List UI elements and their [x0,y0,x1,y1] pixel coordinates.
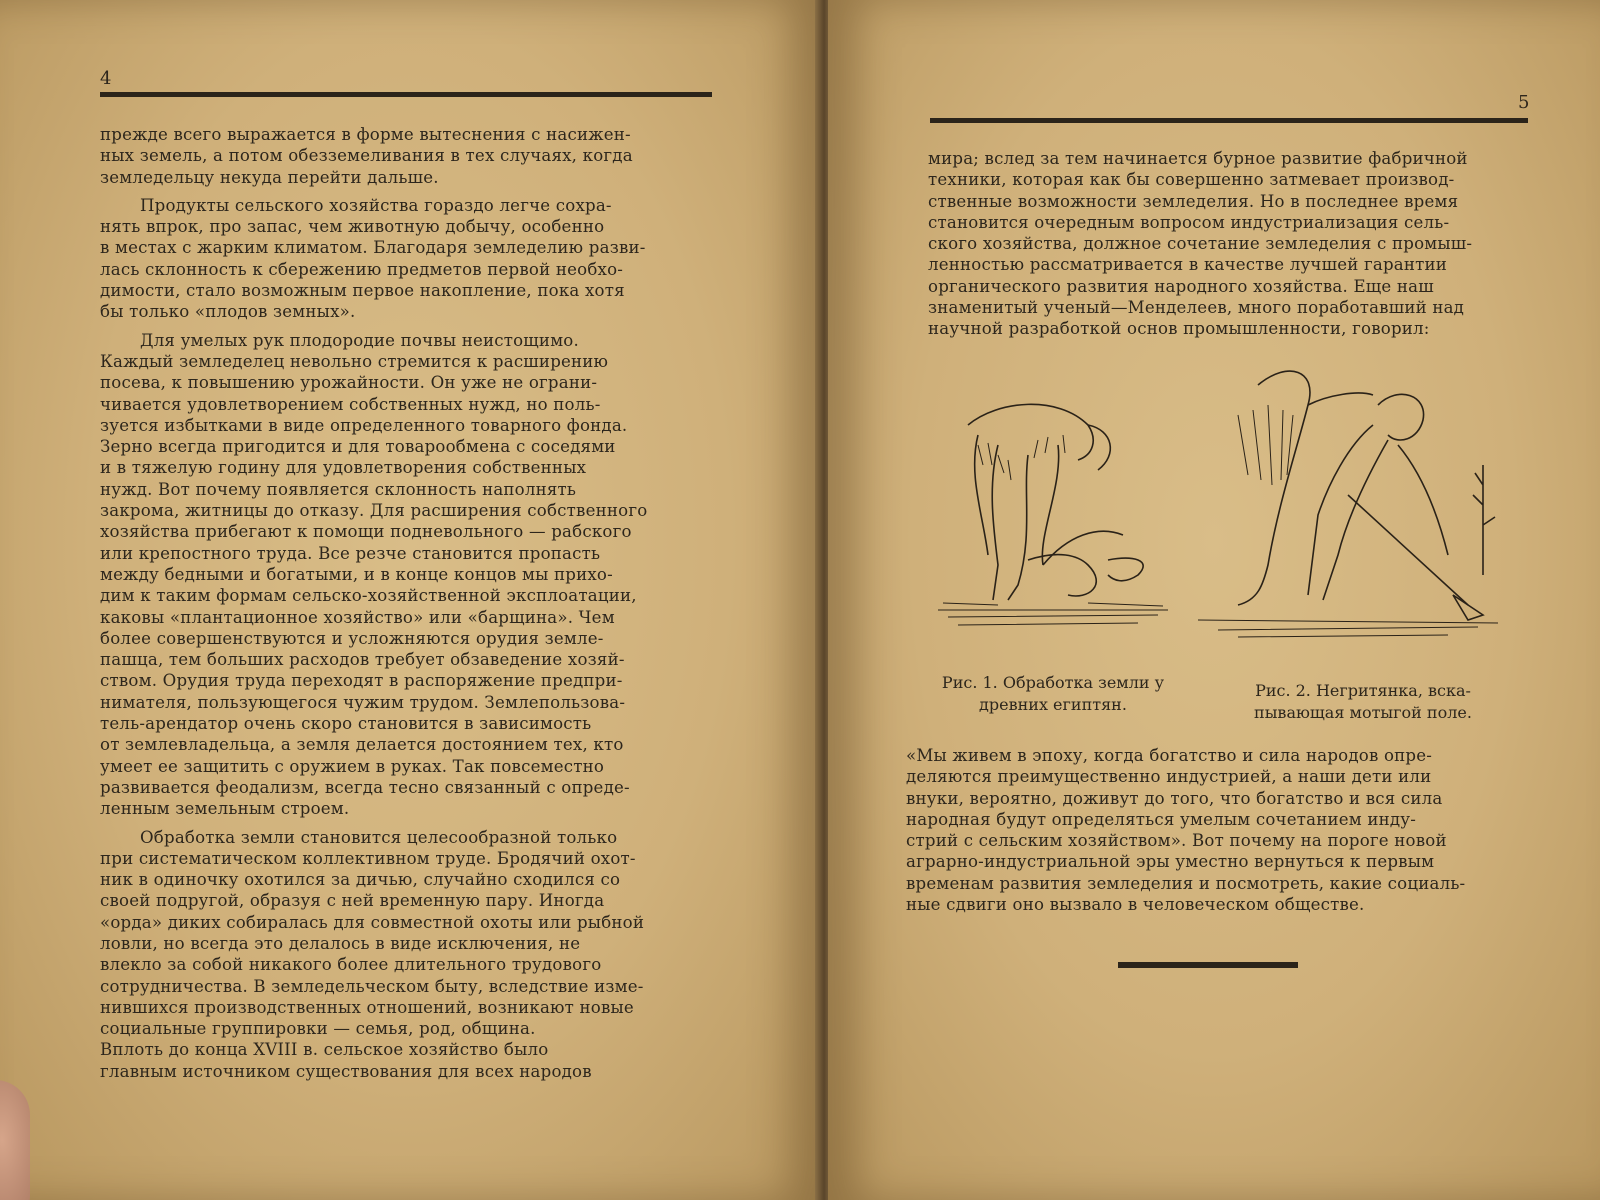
text-line: временам развития земледелия и посмотреть, какие социаль- [906,873,1466,893]
text-line: сотрудничества. В земледельческом быту, вследствие изме- [100,976,644,996]
text-line: в местах с жарким климатом. Благодаря земледелию разви- [100,238,646,258]
text-line: каковы «плантационное хозяйство» или «барщина». Чем [100,607,615,627]
text-line: ством. Орудия труда переходят в распоряжение предпри- [100,671,623,691]
text-line: влекло за собой никакого более длительного трудового [100,955,602,975]
text-line: Для умелых рук плодородие почвы неистощимо. [140,330,579,350]
text-line: Каждый земледелец невольно стремится к расширению [100,351,609,371]
text-line: или крепостного труда. Все резче становится пропасть [100,543,601,563]
text-line: между бедными и богатыми, и в конце концов мы прихо- [100,564,613,584]
text-line: умеет ее защитить с оружием в руках. Так повсеместно [100,756,605,776]
text-line: бы только «плодов земных». [100,302,356,322]
text-line: органического развития народного хозяйства. Еще наш [928,276,1434,296]
text-line: Зерно всегда пригодится и для товарообмена с соседями [100,437,616,457]
left-text-column [100,124,712,1082]
text-line: аграрно-индустриальной эры уместно вернуться к первым [906,852,1435,872]
text-line: «Мы живем в эпоху, когда богатство и сила народов опре- [906,746,1433,765]
figure-1-caption: Рис. 1. Обработка земли у древних египтян. [941,673,1165,714]
text-line: ленностью рассматривается в качестве лучшей гарантии [928,255,1448,275]
right-page [828,0,1600,1200]
text-line: ственные возможности земледелия. Но в последнее время [928,191,1459,211]
text-line: знаменитый ученый—Менделеев, много поработавший над [928,298,1465,318]
text-line: димости, стало возможным первое накопление, пока хотя [100,281,625,301]
text-line: внуки, вероятно, доживут до того, что богатство и вся сила [906,788,1443,808]
text-line: от землевладельца, а земля делается достоянием тех, кто [100,735,624,755]
text-line: закрома, житницы до отказу. Для расширения собственного [100,501,648,521]
figure-2-caption: Рис. 2. Негритянка, вска- пывающая мотыгой поле. [1254,681,1472,722]
text-line: нять впрок, про запас, чем животную добычу, особенно [100,217,605,237]
text-line: земледельцу некуда перейти дальше. [100,167,439,187]
text-line: прежде всего выражается в форме вытеснения с насижен- [100,125,631,144]
page-number-left: 4 [100,68,112,89]
text-line: деляются преимущественно индустрией, а наши дети или [906,767,1432,787]
text-line: своей подругой, образуя с ней временную пару. Иногда [100,891,605,911]
text-line: научной разработкой основ промышленности, говорил: [928,319,1430,339]
text-line: при систематическом коллективном труде. Бродячий охот- [100,848,636,868]
text-line: чивается удовлетворением собственных нужд, но поль- [100,394,601,414]
text-line: нившихся производственных отношений, возникают новые [100,997,634,1017]
page-number-right: 5 [1518,92,1530,113]
text-line: пашца, тем больших расходов требует обзаведение хозяй- [100,650,625,670]
text-line: нимателя, пользующегося чужим трудом. Землепользова- [100,692,626,712]
thumb [0,1080,30,1200]
illustration-woman-hoeing [1198,365,1498,645]
text-line: нужд. Вот почему появляется склонность наполнять [100,479,577,499]
text-line: более совершенствуются и усложняются орудия земле- [100,628,604,648]
text-line: народная будут определяться умелым сочетанием инду- [906,809,1417,829]
right-top-text [928,148,1528,340]
text-line: главным источником существования для всех народов [100,1061,592,1081]
text-line: ского хозяйства, должное сочетание земледелия с промыш- [928,234,1473,254]
text-line: Вплоть до конца XVIII в. сельское хозяйство было [100,1040,549,1060]
text-line: посева, к повышению урожайности. Он уже не ограни- [100,373,598,393]
text-line: ник в одиночку охотился за дичью, случайно сходился со [100,870,621,890]
text-line: техники, которая как бы совершенно затмевает производ- [928,170,1455,190]
text-line: тель-арендатор очень скоро становится в зависимость [100,714,592,734]
text-line: Обработка земли становится целесообразной только [140,827,618,847]
text-line: стрий с сельским хозяйством». Вот почему на пороге новой [906,831,1447,851]
text-line: развивается феодализм, всегда тесно связанный с опреде- [100,777,630,797]
text-line: становится очередным вопросом индустриализация сель- [928,212,1450,232]
end-rule [1118,962,1298,968]
text-line: и в тяжелую годину для удовлетворения собственных [100,458,587,478]
text-line: хозяйства прибегают к помощи подневольного — рабского [100,522,632,542]
text-line: лась склонность к сбережению предметов первой необхо- [100,259,624,279]
text-line: «орда» диких собиралась для совместной охоты или рыбной [100,912,645,932]
right-quote-text [906,745,1518,915]
text-line: ных земель, а потом обезземеливания в тех случаях, когда [100,146,633,166]
text-line: ные сдвиги оно вызвало в человеческом обществе. [906,895,1365,915]
text-line: мира; вслед за тем начинается бурное развитие фабричной [928,149,1468,168]
text-line: Продукты сельского хозяйства гораздо легче сохра- [140,195,612,215]
illustration-egyptian-plowing [938,385,1168,635]
text-line: ленным земельным строем. [100,799,350,819]
header-rule-right [930,118,1528,123]
text-line: дим к таким формам сельско-хозяйственной эксплоатации, [100,586,637,606]
text-line: ловли, но всегда это делалось в виде исключения, не [100,933,581,953]
header-rule-left [100,92,712,97]
text-line: социальные группировки — семья, род, община. [100,1019,536,1039]
text-line: зуется избытками в виде определенного товарного фонда. [100,415,628,435]
